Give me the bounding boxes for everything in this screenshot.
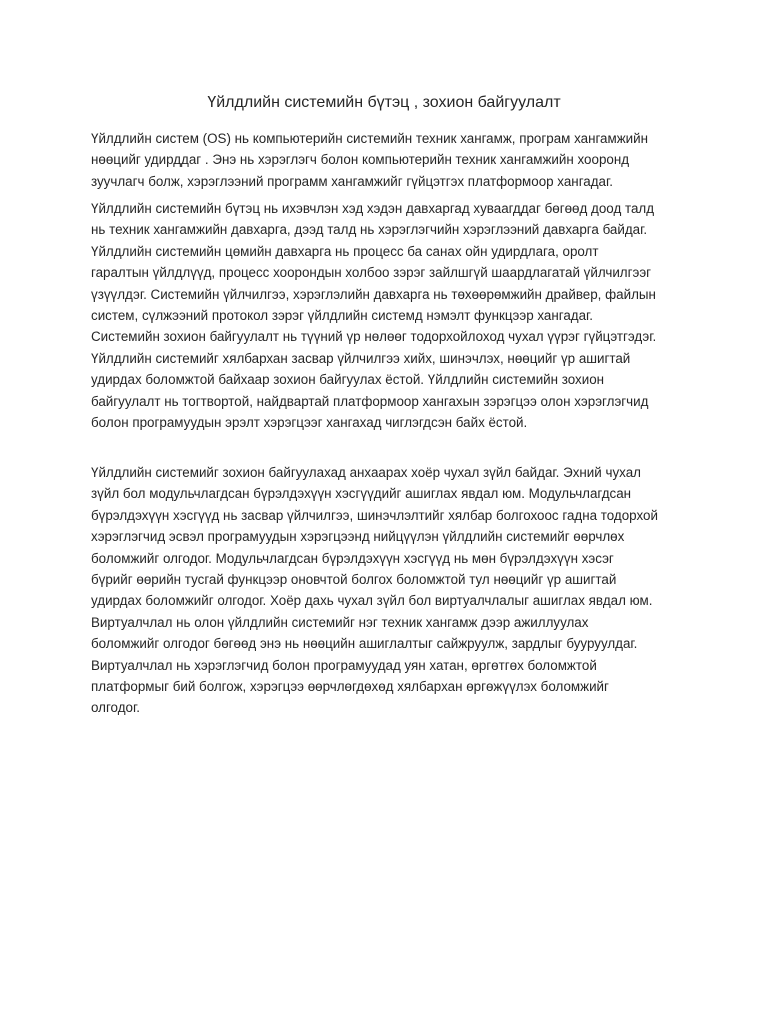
paragraph-os-organization: Үйлдлийн системийг зохион байгуулахад анхаарах хоёр чухал зүйл байдаг. Эхний чухал зүйл бол модульчлагдсан бүрэлдэхүүн хэсгүүдийг ашиглах явдал юм. Модульчлагдсан бүрэлдэхүүн хэсгүүд нь засвар үйлчилгээ, шинэчлэлтийг хялбар болгохоос гадна тодорхой хэрэглэгчид эсвэл програмуудын хэрэгцээнд нийцүүлэн үйлдлийн системийг өөрчлөх боломжийг олгодог. Модульчлагдсан бүрэлдэхүүн хэсгүүд нь мөн бүрэлдэхүүн хэсэг бүрийг өөрийн тусгай функцээр оновчтой болгох боломжтой тул нөөцийг үр ашигтай удирдах боломжийг олгодог. Хоёр дахь чухал зүйл бол виртуалчлалыг ашиглах явдал юм. Виртуалчлал нь олон үйлдлийн системийг нэг техник хангамж дээр ажиллуулах боломжийг олгодог бөгөөд энэ нь нөөцийн ашиглалтыг сайжруулж, зардлыг бууруулдаг. Виртуалчлал нь хэрэглэгчид болон програмуудад уян хатан, өргөтгөх боломжтой платформыг бий болгож, хэрэгцээ өөрчлөгдөхөд хялбархан өргөжүүлэх боломжийг олгодог. xyxy=(91,465,658,716)
paragraph-os-definition: Үйлдлийн систем (OS) нь компьютерийн системийн техник хангамж, програм хангамжийн нөөцийг удирддаг . Энэ нь хэрэглэгч болон компьютерийн техник хангамжийн хооронд зуучлагч болж, хэрэглээний программ хангамжийг гүйцэтгэх платформоор хангадаг. xyxy=(91,131,649,189)
paragraph-os-structure: Үйлдлийн системийн бүтэц нь ихэвчлэн хэд хэдэн давхаргад хуваагддаг бөгөөд доод талд нь техник хангамжийн давхарга, дээд талд нь хэрэглэгчийн хэрэглээний давхарга байдаг. Үйлдлийн системийн цөмийн давхарга нь процесс ба санах ойн удирдлага, оролт гаралтын үйлдлүүд, процесс хоорондын холбоо зэрэг зайлшгүй шаардлагатай үйлчилгээг үзүүлдэг. Системийн үйлчилгээ, хэрэглэлийн давхарга нь төхөөрөмжийн драйвер, файлын систем, сүлжээний протокол зэрэг үйлдлийн системд нэмэлт функцээр хангадаг. Системийн зохион байгуулалт нь түүний үр нөлөөг тодорхойлоход чухал үүрэг гүйцэтгэдэг. Үйлдлийн системийг хялбархан засвар үйлчилгээ хийх, шинэчлэх, нөөцийг үр ашигтай удирдах боломжтой байхаар зохион байгуулах ёстой. Үйлдлийн системийн зохион байгуулалт нь тогтвортой, найдвартай платформоор хангахын зэрэгцээ олон хэрэглэгчид болон програмуудын эрэлт хэрэгцээг хангахад чиглэгдсэн байх ёстой. xyxy=(91,201,657,431)
document-title: Үйлдлийн системийн бүтэц , зохион байгуулалт xyxy=(207,94,561,111)
